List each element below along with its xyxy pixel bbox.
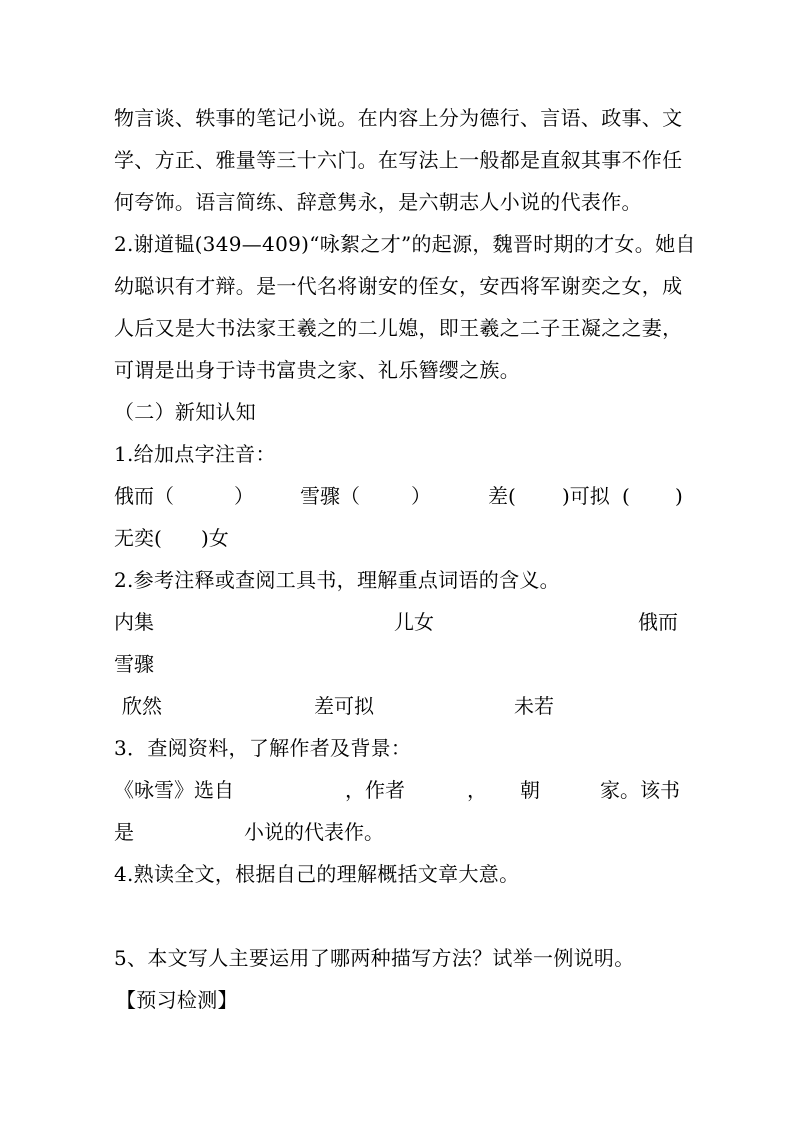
- q3-comma: ，: [467, 778, 487, 802]
- section-heading-new-knowledge: （二）新知认知: [114, 400, 257, 424]
- q1-item-cha-open: 差(: [488, 484, 516, 508]
- q2-term-weiruo: 未若: [514, 694, 554, 718]
- question-4-title: 4.熟读全文，根据自己的理解概括文章大意。: [114, 862, 520, 886]
- question-5-title: 5、本文写人主要运用了哪两种描写方法？试举一例说明。: [114, 946, 635, 970]
- q3-blank-author-label: ，作者: [345, 778, 405, 802]
- q1-item-eer-open: 俄而（: [114, 484, 174, 508]
- q1-item-keni: )可拟: [562, 484, 610, 508]
- q2-term-eer: 俄而: [638, 610, 678, 634]
- q1-item-eer-close: ）: [234, 484, 254, 508]
- question-2-title: 2.参考注释或查阅工具书，理解重点词语的含义。: [114, 568, 560, 592]
- q3-blank-source-label: 《咏雪》选自: [114, 778, 234, 802]
- intro-paragraph-line-1: 物言谈、轶事的笔记小说。在内容上分为德行、言语、政事、文: [114, 106, 683, 130]
- question-3-title: 3．查阅资料，了解作者及背景：: [114, 736, 412, 760]
- q3-jia-label: 家。该书: [600, 778, 680, 802]
- q1-item-wuyi-open: 无奕(: [114, 526, 162, 550]
- q3-shi-label: 是: [114, 820, 134, 844]
- q2-term-chakeni: 差可拟: [314, 694, 374, 718]
- author-paragraph-line-2: 幼聪识有才辩。是一代名将谢安的侄女，安西将军谢奕之女，成: [114, 274, 683, 298]
- q2-term-xuezhou: 雪骤: [114, 652, 154, 676]
- q1-item-keni-open: (: [622, 484, 630, 508]
- q2-term-xinran: 欣然: [122, 694, 162, 718]
- q2-term-neiji: 内集: [114, 610, 154, 634]
- q1-item-xuezhou-open: 雪骤（: [300, 484, 360, 508]
- section-heading-preview-test: 【预习检测】: [116, 988, 238, 1012]
- author-paragraph-line-4: 可谓是出身于诗书富贵之家、礼乐簪缨之族。: [114, 358, 520, 382]
- q3-dynasty-label: 朝: [520, 778, 540, 802]
- q3-novel-label: 小说的代表作。: [244, 820, 384, 844]
- intro-paragraph-line-3: 何夸饰。语言简练、辞意隽永，是六朝志人小说的代表作。: [114, 190, 642, 214]
- q2-term-ernv: 儿女: [394, 610, 434, 634]
- q1-item-xuezhou-close: ）: [411, 484, 431, 508]
- q1-item-wuyi-close: )女: [201, 526, 229, 550]
- author-paragraph-line-1: 2.谢道韫(349—409)“咏絮之才”的起源，魏晋时期的才女。她自: [114, 232, 696, 256]
- author-paragraph-line-3: 人后又是大书法家王羲之的二儿媳，即王羲之二子王凝之之妻，: [114, 316, 683, 340]
- q1-item-keni-close: ): [675, 484, 683, 508]
- question-1-title: 1.给加点字注音：: [114, 442, 276, 466]
- intro-paragraph-line-2: 学、方正、雅量等三十六门。在写法上一般都是直叙其事不作任: [114, 148, 683, 172]
